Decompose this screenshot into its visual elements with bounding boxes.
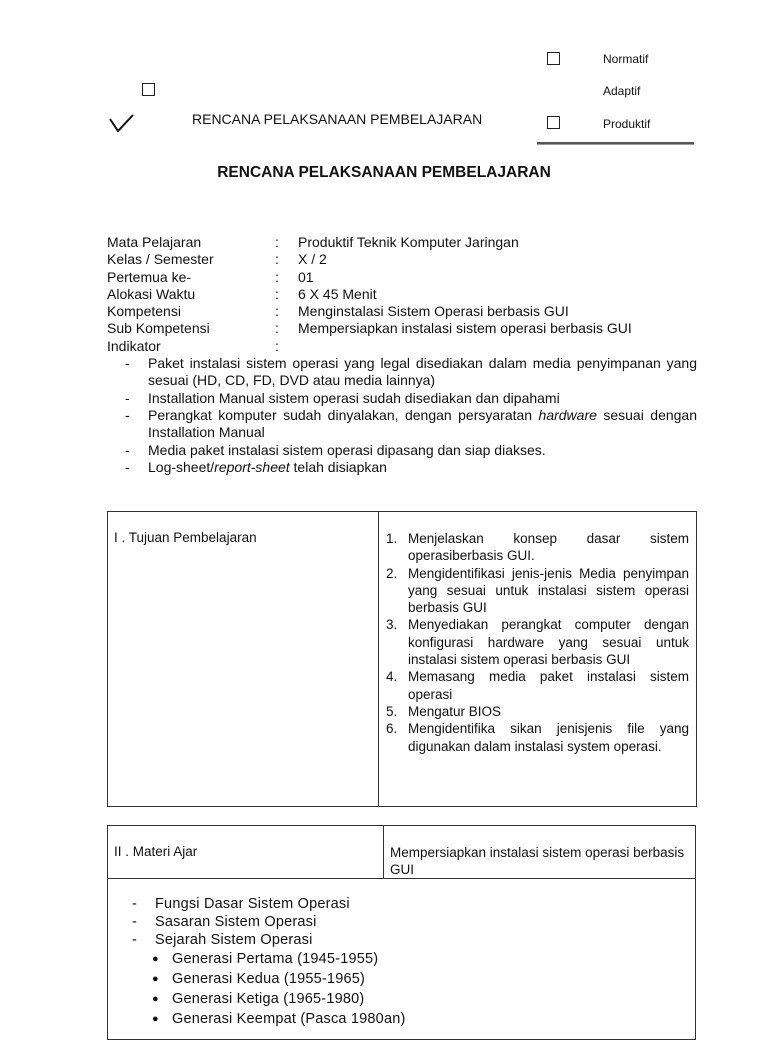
item-text: Mengidentifikasi jenis-jenis Media penyimpan yang sesuai untuk instalasi sistem operasi berbasis GUI: [408, 565, 689, 616]
checkbox-blank[interactable]: [142, 83, 155, 96]
meta-row-kompetensi: [107, 303, 697, 320]
meta-key: Kompetensi: [107, 303, 181, 320]
materi-desc: Mempersiapkan instalasi sistem operasi berbasis GUI: [390, 845, 685, 877]
materi-desc-cell: [384, 826, 696, 879]
bullet-marker: ●: [152, 993, 159, 1005]
item-number: 5.: [386, 703, 398, 719]
meta-value: Produktif Teknik Komputer Jaringan: [298, 234, 519, 250]
meta-key: Alokasi Waktu: [107, 285, 196, 302]
indicator-text: sesuai dengan Installation Manual: [148, 406, 697, 441]
meta-key: Indikator: [107, 337, 161, 354]
bullet-marker: ●: [152, 953, 159, 965]
item-text: Fungsi Dasar Sistem Operasi: [155, 896, 350, 912]
meta-colon: :: [275, 337, 279, 354]
dash-marker: -: [132, 896, 138, 912]
meta-colon: :: [275, 320, 279, 337]
item-number: 1.: [386, 531, 398, 546]
dash-marker: -: [125, 441, 130, 458]
tujuan-items-cell: [379, 512, 697, 807]
meta-key: Sub Kompetensi: [107, 320, 210, 337]
list-item: [130, 970, 695, 988]
indicator-text: Log-sheet/: [148, 458, 215, 475]
list-item: [386, 720, 689, 755]
indicator-text: Paket instalasi sistem operasi yang legal disediakan dalam media penyimpanan yang sesuai (HD, CD, FD, DVD atau media lainnya): [148, 355, 697, 389]
list-item: [386, 703, 689, 720]
dash-marker: -: [132, 932, 138, 948]
meta-row-kelas-semester: [107, 251, 697, 268]
item-text: Menjelaskan konsep dasar sistem operasiberbasis GUI.: [408, 531, 689, 564]
header-divider: [537, 142, 694, 145]
dash-marker: -: [125, 458, 130, 475]
checkbox-normatif[interactable]: [547, 52, 560, 65]
item-number: 2.: [386, 565, 398, 581]
meta-colon: :: [275, 303, 279, 320]
list-item: [130, 990, 695, 1008]
meta-colon: :: [275, 251, 279, 268]
indicator-emphasis: hardware: [538, 406, 597, 423]
meta-colon: :: [275, 234, 279, 250]
meta-row-alokasi-waktu: [107, 286, 697, 303]
meta-value: X / 2: [298, 251, 327, 268]
item-text: Generasi Kedua (1955-1965): [172, 971, 366, 987]
meta-value: Mempersiapkan instalasi sistem operasi berbasis GUI: [298, 320, 632, 337]
list-item: [386, 565, 689, 617]
dash-marker: -: [125, 355, 130, 372]
item-text: Memasang media paket instalasi sistem operasi: [408, 669, 689, 702]
item-number: 3.: [386, 617, 398, 633]
item-text: Mengatur BIOS: [408, 703, 502, 719]
list-item: [386, 616, 689, 668]
list-item: [130, 931, 695, 949]
checkbox-produktif[interactable]: [547, 116, 560, 129]
materi-content-cell: [108, 879, 696, 1040]
tujuan-label: I . Tujuan Pembelajaran: [114, 530, 257, 545]
option-adaptif-label: Adaptif: [603, 84, 641, 98]
indicator-item: [107, 407, 697, 442]
list-item: [386, 668, 689, 703]
list-item: [130, 913, 695, 931]
item-number: 4.: [386, 669, 398, 685]
indicator-item: [107, 355, 697, 390]
bullet-marker: ●: [152, 1013, 159, 1025]
option-normatif-label: Normatif: [603, 52, 649, 66]
item-text: Sejarah Sistem Operasi: [155, 932, 313, 948]
dash-marker: -: [125, 389, 130, 406]
list-item: [386, 530, 689, 565]
indicator-item: [107, 459, 697, 476]
tujuan-list: [386, 530, 689, 755]
indicator-item: [107, 390, 697, 407]
indicator-text: Installation Manual sistem operasi sudah disediakan dan dipahami: [148, 389, 560, 406]
indicator-text: Perangkat komputer sudah dinyalakan, dengan persyaratan: [148, 406, 539, 423]
meta-value: 6 X 45 Menit: [298, 285, 377, 302]
list-item: [130, 895, 695, 913]
meta-colon: :: [275, 268, 279, 285]
item-text: Generasi Ketiga (1965-1980): [172, 991, 365, 1007]
materi-content: [130, 895, 695, 1028]
materi-label: II . Materi Ajar: [114, 844, 198, 859]
bullet-marker: ●: [152, 973, 159, 985]
header-title: RENCANA PELAKSANAAN PEMBELAJARAN: [192, 111, 483, 127]
materi-label-cell: [108, 826, 384, 879]
meta-row-mata-pelajaran: [107, 234, 697, 251]
materi-table: [107, 825, 696, 1040]
page-title: RENCANA PELAKSANAAN PEMBELAJARAN: [217, 164, 551, 181]
meta-value: 01: [298, 268, 314, 285]
meta-row-pertemuan: [107, 269, 697, 286]
meta-key: Kelas / Semester: [107, 251, 214, 268]
list-item: [130, 1010, 695, 1028]
indicator-item: [107, 442, 697, 459]
meta-key: Mata Pelajaran: [107, 234, 202, 250]
item-text: Menyediakan perangkat computer dengan konfigurasi hardware yang sesuai untuk instalasi sistem operasi berbasis GUI: [408, 617, 689, 668]
meta-colon: :: [275, 285, 279, 302]
indicator-text: Media paket instalasi sistem operasi dipasang dan siap diakses.: [148, 441, 546, 458]
dash-marker: -: [125, 406, 130, 423]
check-mark-icon: [108, 112, 136, 134]
indicator-emphasis: report-sheet: [214, 458, 290, 475]
list-item: [130, 950, 695, 968]
item-text: Generasi Keempat (Pasca 1980an): [172, 1011, 406, 1027]
meta-row-indikator: [107, 338, 697, 355]
tujuan-label-cell: [108, 512, 379, 807]
meta-block: [107, 234, 697, 476]
meta-row-sub-kompetensi: [107, 320, 697, 337]
item-number: 6.: [386, 721, 398, 737]
item-text: Generasi Pertama (1945-1955): [172, 951, 379, 967]
dash-marker: -: [132, 914, 138, 930]
tujuan-table: [107, 511, 697, 807]
meta-value: Menginstalasi Sistem Operasi berbasis GUI: [298, 303, 569, 320]
option-produktif-label: Produktif: [603, 117, 651, 131]
indicator-text: telah disiapkan: [289, 458, 387, 475]
meta-key: Pertemua ke-: [107, 268, 192, 285]
item-text: Sasaran Sistem Operasi: [155, 914, 317, 930]
item-text: Mengidentifika sikan jenisjenis file yang digunakan dalam instalasi system operasi.: [408, 721, 689, 754]
